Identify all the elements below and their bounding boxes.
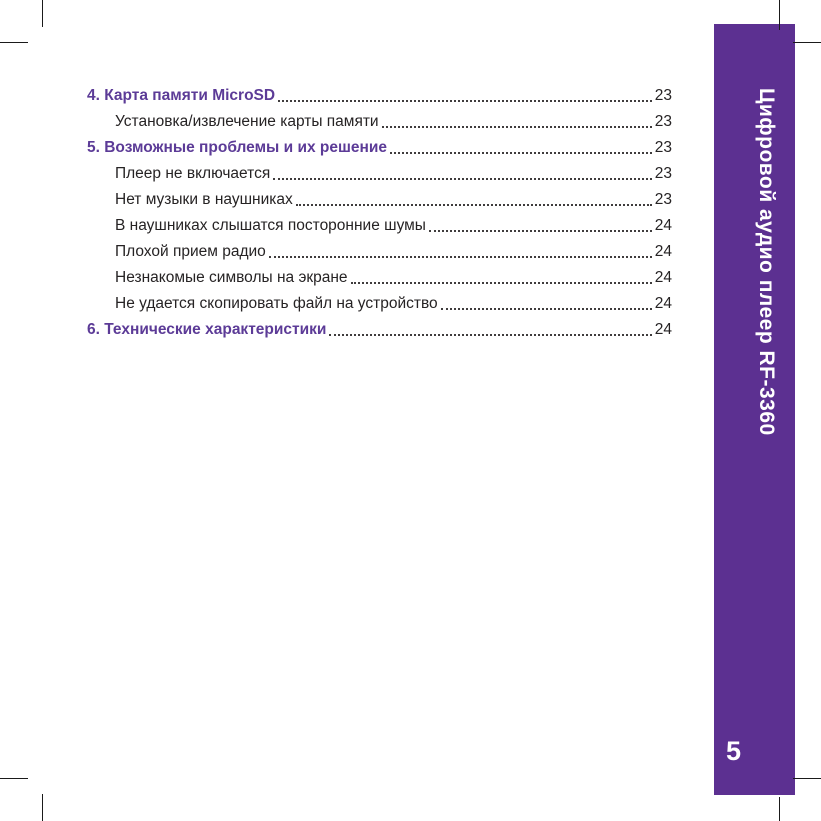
crop-mark-bottom-right-horizontal: [793, 778, 821, 779]
toc-dot-leader: [296, 204, 652, 206]
toc-entry: [87, 135, 672, 161]
toc-entry-label: Плеер не включается: [115, 165, 271, 182]
toc-entry-label: 6. Технические характеристики: [87, 321, 327, 338]
toc-entry-page-ref: 23: [654, 139, 672, 156]
crop-mark-bottom-left-vertical: [42, 794, 43, 821]
toc-dot-leader: [390, 152, 652, 154]
toc-dot-leader: [429, 230, 652, 232]
toc-entry-page-ref: 23: [654, 113, 672, 130]
toc-dot-leader: [329, 334, 651, 336]
page-number: 5: [726, 736, 742, 766]
toc-entry: [87, 317, 672, 343]
crop-mark-top-right-horizontal: [793, 42, 821, 43]
crop-mark-bottom-right-vertical: [779, 797, 780, 821]
toc-dot-leader: [273, 178, 652, 180]
table-of-contents: [87, 83, 672, 343]
toc-dot-leader: [441, 308, 652, 310]
toc-dot-leader: [382, 126, 652, 128]
toc-entry-page-ref: 24: [654, 321, 672, 338]
toc-entry-page-ref: 23: [654, 87, 672, 104]
toc-entry: [87, 213, 672, 239]
toc-entry: [87, 291, 672, 317]
crop-mark-top-right-vertical: [779, 0, 780, 30]
toc-entry: [87, 239, 672, 265]
sidebar-title: Цифровой аудио плеер RF-3360: [755, 88, 778, 436]
toc-entry-page-ref: 24: [654, 269, 672, 286]
toc-dot-leader: [278, 100, 652, 102]
toc-entry-page-ref: 24: [654, 243, 672, 260]
toc-entry-label: 4. Карта памяти MicroSD: [87, 87, 276, 104]
toc-entry-label: Нет музыки в наушниках: [115, 191, 293, 208]
toc-entry-page-ref: 23: [654, 165, 672, 182]
toc-entry-page-ref: 24: [654, 295, 672, 312]
toc-entry-label: Установка/извлечение карты памяти: [115, 113, 379, 130]
toc-entry-label: В наушниках слышатся посторонние шумы: [115, 217, 426, 234]
toc-entry-label: Незнакомые символы на экране: [115, 269, 348, 286]
toc-dot-leader: [351, 282, 652, 284]
toc-entry: [87, 265, 672, 291]
crop-mark-top-left-vertical: [42, 0, 43, 27]
toc-entry-label: 5. Возможные проблемы и их решение: [87, 139, 388, 156]
toc-dot-leader: [269, 256, 652, 258]
toc-entry-page-ref: 23: [654, 191, 672, 208]
sidebar-tab: [714, 24, 795, 795]
crop-mark-bottom-left-horizontal: [0, 778, 28, 779]
toc-entry: [87, 83, 672, 109]
crop-mark-top-left-horizontal: [0, 42, 28, 43]
toc-entry: [87, 109, 672, 135]
toc-entry-label: Плохой прием радио: [115, 243, 266, 260]
toc-entry-label: Не удается скопировать файл на устройство: [115, 295, 438, 312]
toc-entry: [87, 187, 672, 213]
toc-entry: [87, 161, 672, 187]
toc-entry-page-ref: 24: [654, 217, 672, 234]
